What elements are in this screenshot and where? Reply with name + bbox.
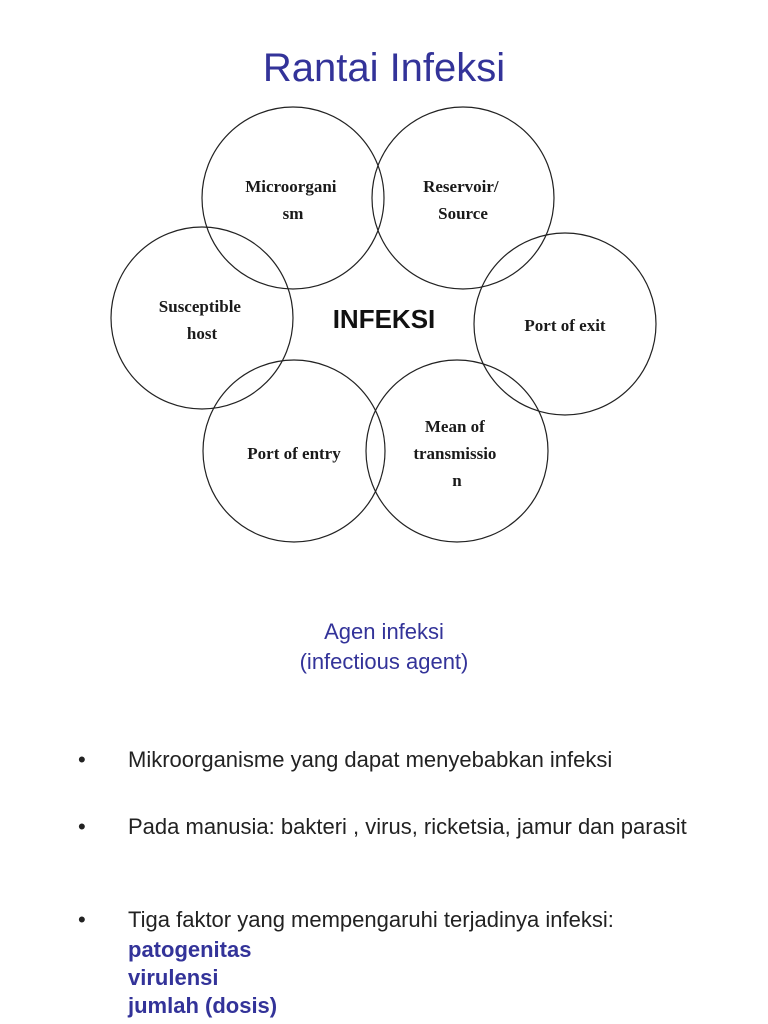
circle-susceptible-host [111,227,293,409]
node-label-susceptible-host: Susceptible host [158,297,241,343]
subtitle-line-2: (infectious agent) [299,649,469,674]
subtitle-line-1: Agen infeksi [324,619,444,644]
bullet-marker: • [78,747,86,772]
factor-item: patogenitas [128,937,252,962]
page-title: Rantai Infeksi [262,46,506,90]
bullet-text: Pada manusia: bakteri , virus, ricketsia, jamur dan parasit [128,814,687,839]
bullet-text: Mikroorganisme yang dapat menyebabkan infeksi [128,747,613,772]
node-label-reservoir: Reservoir/ Source [423,177,499,223]
circle-microorganism [202,107,384,289]
node-label-microorganism: Microorgani sm [245,177,337,223]
factor-item: jumlah (dosis) [128,993,278,1018]
bullet-text-with-factors [128,906,728,1020]
node-label-mean-of-transmission: Mean of transmissio n [413,417,497,490]
node-label-port-of-exit: Port of exit [524,316,606,335]
bullet-marker: • [78,814,86,839]
circle-reservoir [372,107,554,289]
center-label: INFEKSI [332,304,436,334]
factor-item: virulensi [128,965,219,990]
bullet-text: Tiga faktor yang mempengaruhi terjadinya infeksi: [128,907,614,932]
node-label-port-of-entry: Port of entry [247,444,341,463]
bullet-marker: • [78,907,86,932]
section-subtitle [0,617,768,677]
